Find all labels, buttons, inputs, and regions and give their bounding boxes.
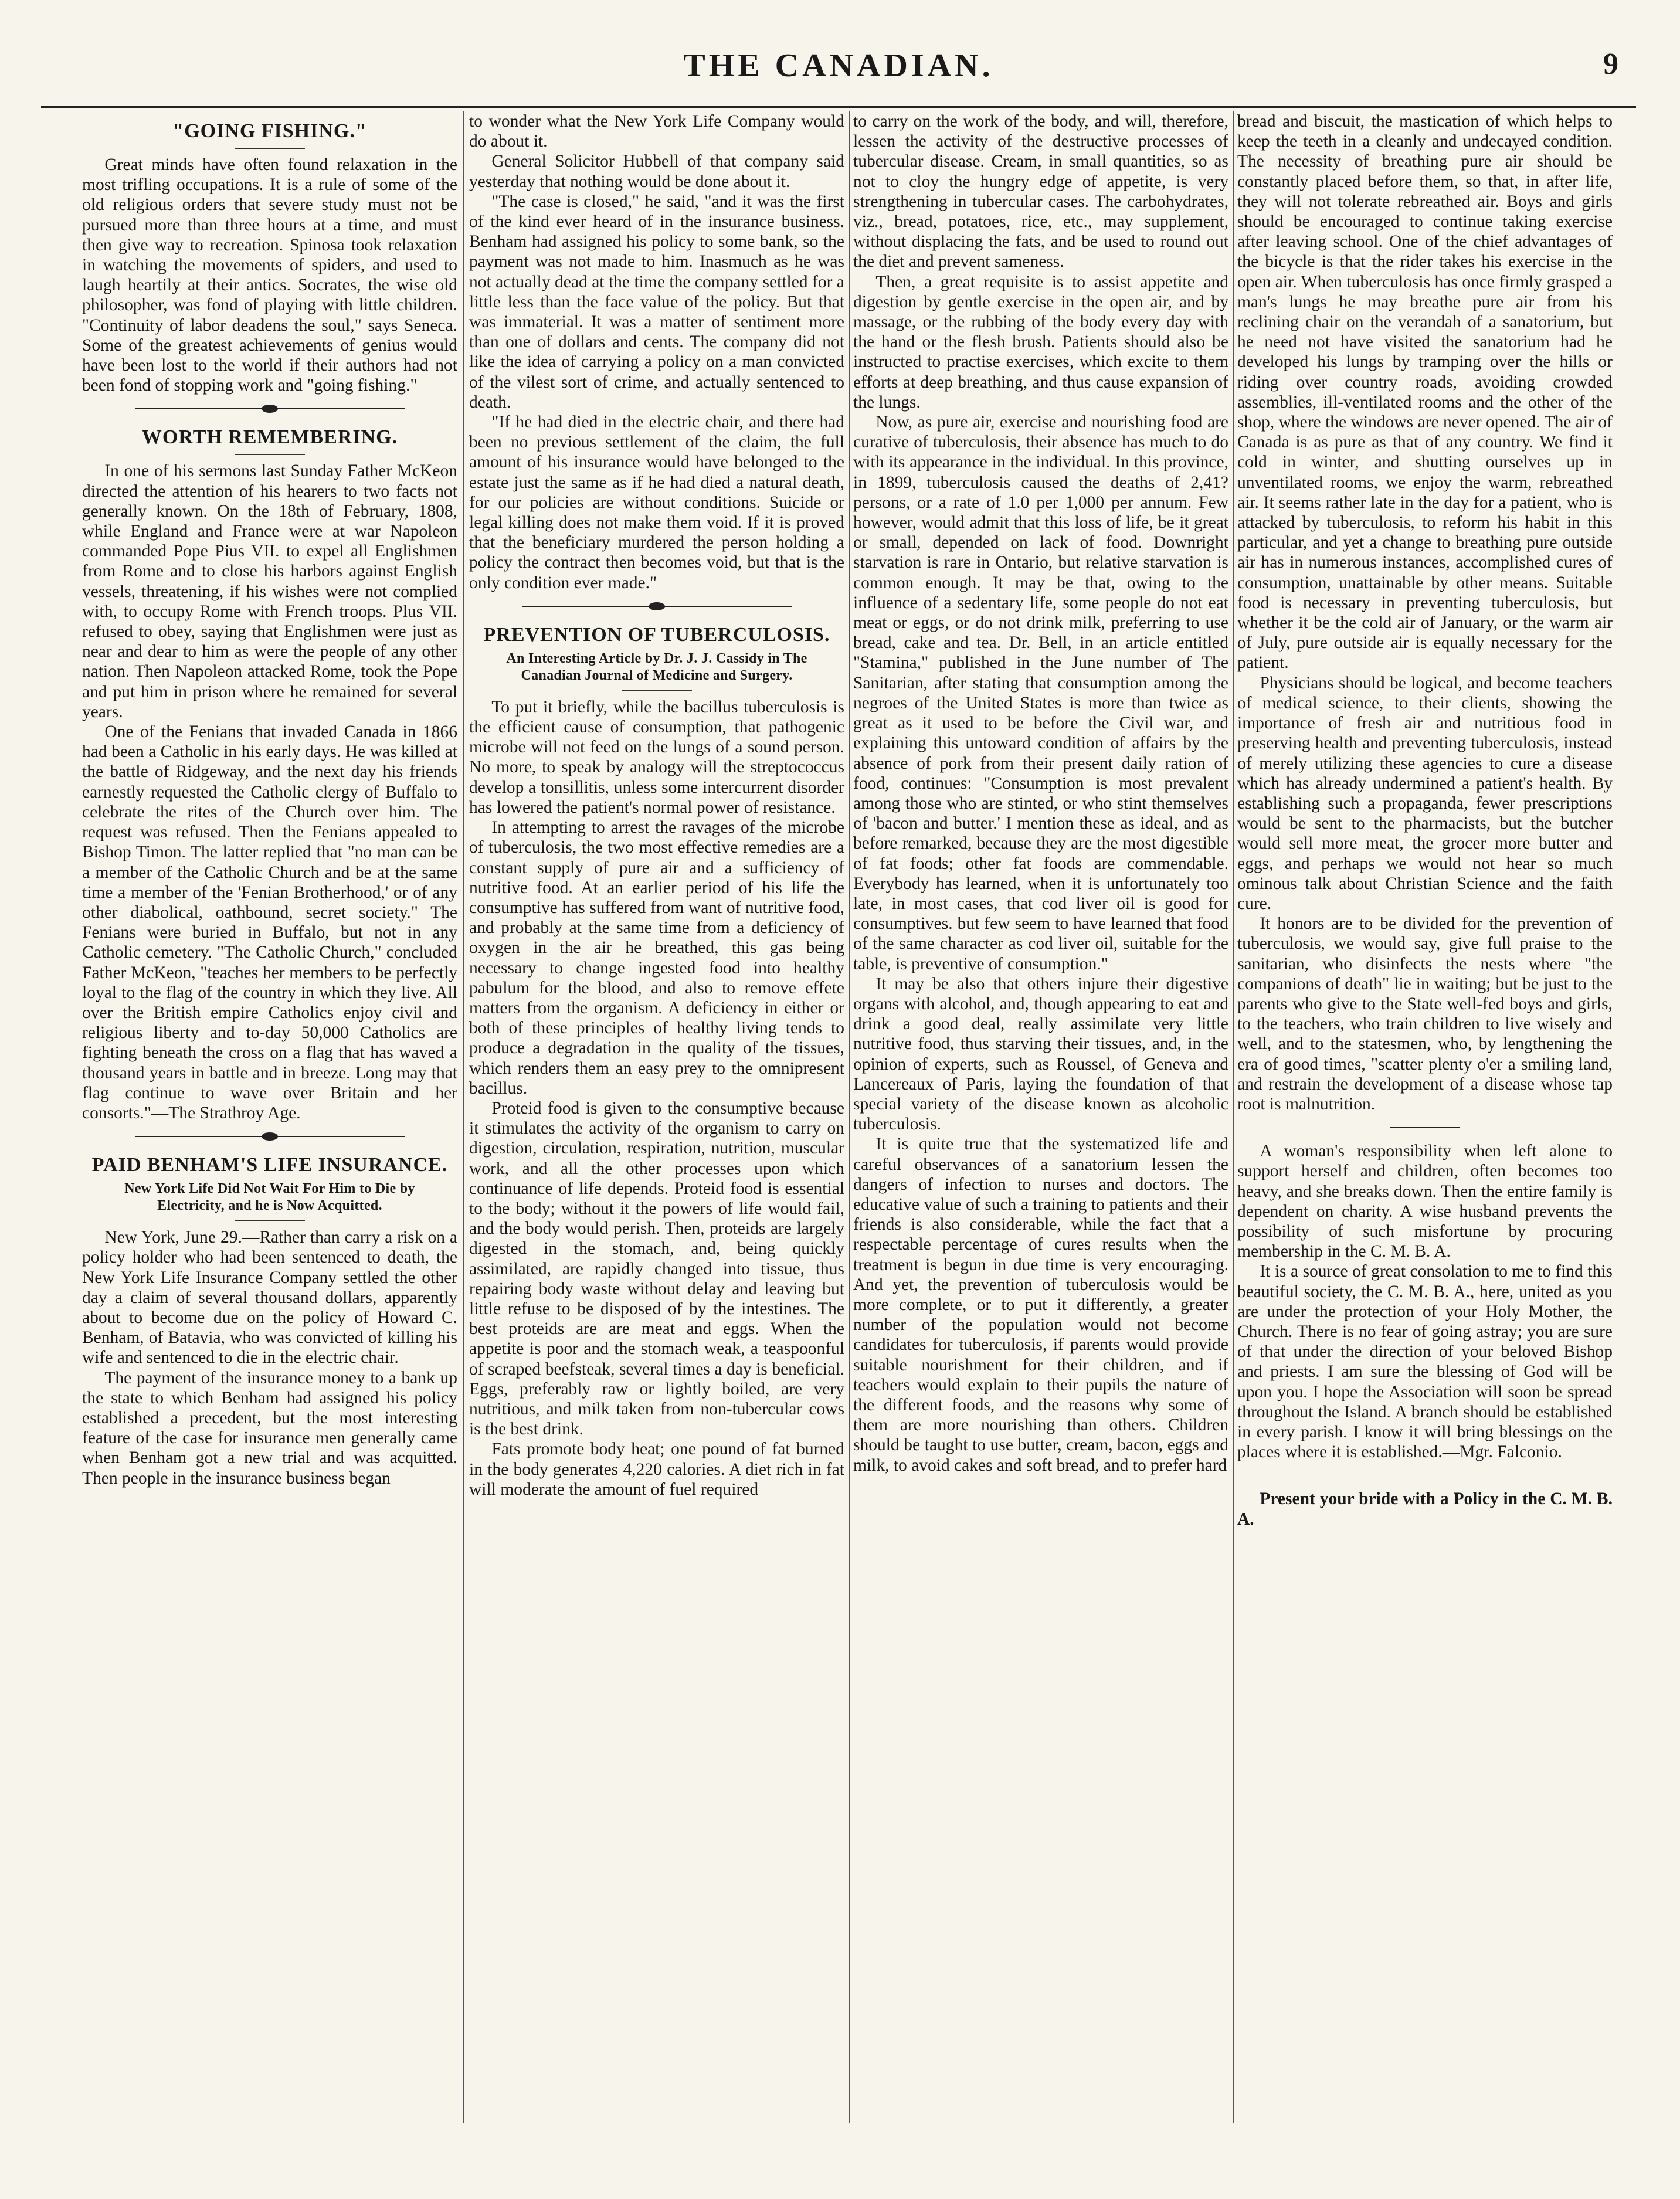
article-paragraph: Great minds have often found relaxation in the most trifling occupations. It is a rule of some of the old religious orders that severe study must not be pursued more than three hours at a time, and must then give way to recreation. Spinosa took relaxation in watching the movements of spiders, and used to laugh heartily at their antics. Socrates, the wise old philosopher, was fond of playing with little children. "Continuity of labor deadens the soul," says Seneca. Some of the greatest achievements of genius would have been lost to the world if their authors had not been fond of stopping work and "going fishing."	[82, 155, 457, 395]
article-separator	[469, 598, 844, 615]
newspaper-title: THE CANADIAN.	[683, 47, 994, 84]
article-separator	[1237, 1467, 1613, 1484]
article-paragraph: A woman's responsibility when left alone to support herself and children, often becomes too heavy, and she breaks down. Then the entire family is dependent on charity. A wise husband prevents the possibility of such misfortune by procuring membership in the C. M. B. A.	[1237, 1142, 1613, 1261]
article-heading-tuberculosis: PREVENTION OF TUBERCULOSIS.	[483, 623, 830, 646]
article-paragraph: Now, as pure air, exercise and nourishing food are curative of tuberculosis, their absence has much to do with its appearance in the individual. In this province, in 1899, tuberculosis caused the deaths of 2,41? persons, or a rate of 1.0 per 1,000 per annum. Few however, would admit that this loss of life, be it great or small, depended on lack of food. Downright starvation is rare in Ontario, but relative starvation is common enough. It may be that, owing to the influence of a sedentary life, some people do not eat meat or eggs, or do not drink milk, preferring to use bread, cake and tea. Dr. Bell, in an article entitled "Stamina," published in the June number of The Sanitarian, after stating that consumption among the negroes of the United States is more than twice as great as it used to be before the Civil war, and explaining this untoward condition of affairs by the absence of pork from their present daily ration of food, continues: "Consumption is most prevalent among those who are stinted, or who stint themselves of 'bacon and butter.' I mention these as ideal, and as before remarked, because they are the most digestible of fat foods; other fat foods are commendable. Everybody has learned, when it is unfortunately too late, in most cases, that cod liver oil is good for consumptives. but few seem to have learned that food of the same character as cod liver oil, suitable for the table, is preventive of consumption."	[853, 413, 1228, 973]
article-paragraph: to wonder what the New York Life Company would do about it.	[469, 112, 844, 151]
advert-line: Present your bride with a Policy in the C. M. B. A.	[1237, 1489, 1613, 1529]
article-paragraph: "If he had died in the electric chair, and there had been no previous settlement of the claim, the full amount of his insurance would have belonged to the estate just the same as if he had died a natural death, for our policies are without conditions. Suicide or legal killing does not make them void. If it is proved that the beneficiary murdered the person holding a policy the contract then becomes void, but that is the only condition ever made."	[469, 413, 844, 592]
article-paragraph: "The case is closed," he said, "and it was the first of the kind ever heard of in the insurance business. Benham had assigned his policy to some bank, so the payment was not made to him. Inasmuch as he was not actually dead at the time the company settled for a little less than the face value of the policy. But that was immaterial. It was a matter of sentiment more than one of dollars and cents. The company did not like the idea of carrying a policy on a man convicted of the vilest sort of crime, and actually sentenced to death.	[469, 192, 844, 412]
column-rule	[463, 111, 464, 2123]
article-paragraph: Proteid food is given to the consumptive because it stimulates the activity of the organism to carry on digestion, circulation, respiration, nutrition, muscular work, and all the other processes upon which continuance of life depends. Proteid food is essential to the body; without it the powers of life would fail, and the body would perish. Then, proteids are largely digested in the stomach, and, being quickly assimilated, are rapidly changed into tissue, thus repairing body waste without delay and leaving but little refuse to be disposed of by the intestines. The best proteids are are meat and eggs. When the appetite is poor and the stomach weak, a teaspoonful of scraped beefsteak, several times a day is beneficial. Eggs, preferably raw or lightly boiled, are very nutritious, and milk taken from non-tubercular cows is the best drink.	[469, 1098, 844, 1439]
article-paragraph: It honors are to be divided for the prevention of tuberculosis, we would say, give full praise to the sanitarian, who disinfects the nests where "the companions of death" lie in waiting; but be just to the parents who give to the State well-fed boys and girls, to the teachers, who train children to live wisely and well, and to the statesmen, who, by lengthening the era of good times, "scatter plenty o'er a smiling land, and restrain the development of a disease whose tap root is malnutrition.	[1237, 914, 1613, 1114]
article-paragraph: To put it briefly, while the bacillus tuberculosis is the efficient cause of consumption, that pathogenic microbe will not feed on the lungs of a sound person. No more, to speak by analogy will the streptococcus develop a tonsillitis, unless some intercurrent disorder has lowered the patient's normal power of resistance.	[469, 697, 844, 817]
article-paragraph: In one of his sermons last Sunday Father McKeon directed the attention of his hearers to two facts not generally known. On the 18th of February, 1808, while England and France were at war Napoleon commanded Pope Pius VII. to expel all Englishmen from Rome and to close his harbors against English vessels, threatening, if his wishes were not complied with, to occupy Rome with French troops. Plus VII. refused to obey, saying that Englishmen were just as near and dear to him as were the people of any other nation. Then Napoleon attacked Rome, took the Pope and put him in prison where he remained for several years.	[82, 461, 457, 721]
article-paragraph: One of the Fenians that invaded Canada in 1866 had been a Catholic in his early days. He was killed at the battle of Ridgeway, and the next day his friends earnestly requested the Catholic clergy of Buffalo to celebrate the rites of the Church over him. The request was refused. Then the Fenians appealed to Bishop Timon. The latter replied that "no man can be a member of the Catholic Church and be at the same time a member of the 'Fenian Brotherhood,' or of any other diabolical, oathbound, secret society." The Fenians were buried in Buffalo, but not in any Catholic cemetery. "The Catholic Church," concluded Father McKeon, "teaches her members to be perfectly loyal to the flag of the country in which they live. All over the British empire Catholics enjoy civil and religious liberty and to-day 50,000 Catholics are fighting beneath the cross on a flag that has waved a thousand years in battle and in breeze. Long may that flag continue to wave over Britain and her consorts."—The Strathroy Age.	[82, 722, 457, 1122]
column-1	[82, 111, 457, 2176]
article-paragraph: New York, June 29.—Rather than carry a risk on a policy holder who had been sentenced to death, the New York Life Insurance Company settled the other day a claim of several thousand dollars, apparently about to become due on the policy of Howard C. Benham, of Batavia, who was convicted of killing his wife and sentenced to die in the electric chair.	[82, 1228, 457, 1367]
heading-rule	[235, 1220, 305, 1221]
masthead	[41, 41, 1636, 108]
column-rule	[1233, 111, 1234, 2123]
article-separator	[82, 1128, 457, 1145]
article-separator	[82, 400, 457, 418]
article-paragraph: bread and biscuit, the mastication of which helps to keep the teeth in a cleanly and undecayed condition. The necessity of breathing pure air should be constantly placed before them, so that, in after life, they will not tolerate rebreathed air. Boys and girls should be encouraged to continue taking exercise after leaving school. One of the chief advantages of the bicycle is that the rider takes his exercise in the open air. When tuberculosis has once firmly grasped a man's lungs he may breathe pure air from his reclining chair on the verandah of a sanatorium, but he need not have visited the sanatorium had he developed his lungs by tramping over the hills or riding over country roads, avoiding crowded assemblies, ill-ventilated rooms and the other of the shop, where the windows are never opened. The air of Canada is as pure as that of any country. We find it cold in winter, and shutting ourselves up in unventilated rooms, we enjoy the warm, rebreathed air. It seems rather late in the day for a patient, who is attacked by tuberculosis, to reform his habit in this particular, and yet a change to breathing pure outside air has in numerous instances, accomplished cures of consumption, unattainable by other means. Suitable food is necessary in preventing tuberculosis, but whether it be the cold air of January, or the warm air of July, pure outside air is equally necessary for the patient.	[1237, 112, 1613, 673]
heading-rule	[235, 148, 305, 149]
article-paragraph: Physicians should be logical, and become teachers of medical science, to their clients, showing the importance of fresh air and nutritious food in preserving health and preventing tuberculosis, instead of merely utilizing these agencies to cure a disease which has already undermined a patient's health. By establishing such a propaganda, fewer prescriptions would be sent to the pharmacists, but the butcher would sell more meat, the grocer more butter and eggs, and perhaps we would not hear so much ominous talk about Christian Science and the faith cure.	[1237, 673, 1613, 913]
column-4	[1237, 111, 1613, 2176]
article-heading-worth-remembering: WORTH REMEMBERING.	[141, 426, 398, 449]
article-subheading: An Interesting Article by Dr. J. J. Cassidy in The Canadian Journal of Medicine and Surgery.	[506, 650, 807, 683]
heading-rule	[622, 690, 692, 691]
article-subheading: New York Life Did Not Wait For Him to Die by Electricity, and he is Now Acquitted.	[124, 1181, 415, 1214]
article-heading-going-fishing: "GOING FISHING."	[172, 120, 367, 142]
article-paragraph: It may be also that others injure their digestive organs with alcohol, and, though appearing to eat and drink a good deal, really assimilate very little nutritive food, thus starving their tissues, and, in the opinion of experts, such as Roussel, of Geneva and Lancereaux of Paris, laying the foundation of that special variety of the disease known as alcoholic tuberculosis.	[853, 974, 1228, 1134]
article-paragraph: Then, a great requisite is to assist appetite and digestion by gentle exercise in the open air, and by massage, or the rubbing of the body every day with the hand or the flesh brush. Patients should also be instructed to practise exercises, which excite to them efforts at deep breathing, and thus cause expansion of the lungs.	[853, 272, 1228, 412]
article-paragraph: Fats promote body heat; one pound of fat burned in the body generates 4,220 calories. A diet rich in fat will moderate the amount of fuel required	[469, 1440, 844, 1499]
column-3	[853, 111, 1228, 2176]
article-paragraph: General Solicitor Hubbell of that company said yesterday that nothing would be done about it.	[469, 152, 844, 191]
column-rule	[849, 111, 850, 2123]
column-2	[469, 111, 844, 2176]
article-paragraph: It is a source of great consolation to me to find this beautiful society, the C. M. B. A., here, united as you are under the protection of your Holy Mother, the Church. There is no fear of going astray; you are sure of that under the direction of your beloved Bishop and priests. I am sure the blessing of God will be upon you. I hope the Association will soon be spread throughout the Island. A branch should be established in every parish. I know it will bring blessings on the places where it is established.—Mgr. Falconio.	[1237, 1262, 1613, 1462]
article-paragraph: to carry on the work of the body, and will, therefore, lessen the activity of the destructive processes of tubercular disease. Cream, in small quantities, so as not to cloy the hungry edge of appetite, is very strengthening in tubercular cases. The carbohydrates, viz., bread, potatoes, rice, etc., may supplement, without displacing the fats, and be used to round out the diet and prevent sameness.	[853, 112, 1228, 272]
article-separator	[1237, 1119, 1613, 1136]
article-paragraph: It is quite true that the systematized life and careful observances of a sanatorium lessen the dangers of infection to nurses and doctors. The educative value of such a training to patients and their friends is also considerable, while the fact that a respectable percentage of cures results when the treatment is begun in due time is very encouraging. And yet, the prevention of tuberculosis would be more complete, or to put it differently, a greater number of the population would not become candidates for tuberculosis, if parents would provide suitable nourishment for their children, and if teachers would explain to their pupils the nature of the different foods, and the reasons why some of them are more nourishing than others. Children should be taught to use butter, cream, bacon, eggs and milk, to avoid cakes and soft bread, and to prefer hard	[853, 1135, 1228, 1475]
page-number: 9	[1603, 47, 1618, 81]
article-heading-benham: PAID BENHAM'S LIFE INSURANCE.	[91, 1154, 448, 1176]
article-paragraph: The payment of the insurance money to a bank up the state to which Benham had assigned his policy established a precedent, but the most interesting feature of the case for insurance men generally came when Benham got a new trial and was acquitted. Then people in the insurance business began	[82, 1368, 457, 1488]
heading-rule	[235, 454, 305, 455]
article-paragraph: In attempting to arrest the ravages of the microbe of tuberculosis, the two most effective remedies are a constant supply of pure air and a sufficiency of nutritive food. At an earlier period of his life the consumptive has suffered from want of nutritive food, and probably at the same time from a deficiency of oxygen in the air he breathed, this gas being necessary to change ingested food into healthy pabulum for the blood, and also to remove effete matters from the organism. A deficiency in either or both of these principles of healthy living tends to produce a degradation in the quality of the tissues, which renders them an easy prey to the omnipresent bacillus.	[469, 818, 844, 1098]
